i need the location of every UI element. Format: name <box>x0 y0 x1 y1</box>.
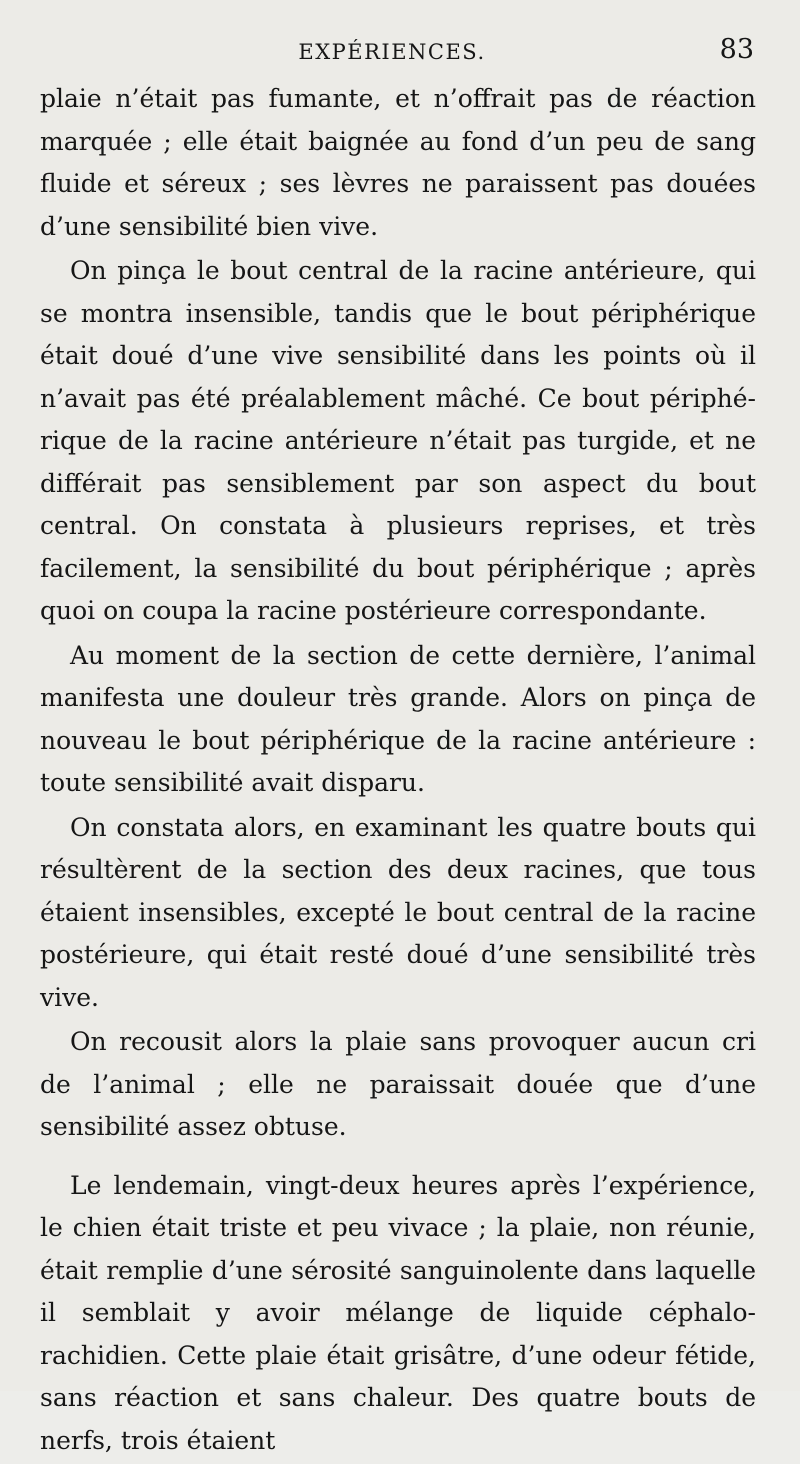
paragraph: Au moment de la section de cette dernière, l’animal manifesta une douleur très grande. Alors on pinça de nouveau le bout périphérique de la racine antérieure : toute sensibilité avait disparu. <box>40 640 756 797</box>
paragraph: On recousit alors la plaie sans provoquer aucun cri de l’animal ; elle ne paraissait douée que d’une sensibilité assez obtuse. <box>40 1027 756 1141</box>
paragraph: On pinça le bout central de la racine antérieure, qui se montra insensible, tandis que le bout périphérique était doué d’une vive sensibilité dans les points où il n’avait pas été préalablement mâché. Ce bout périphérique de la racine antérieure n’était pas turgide, et ne différait pas sensiblement par son aspect du bout central. On constata à plusieurs reprises, et très facilement, la sensibilité du bout périphérique ; après quoi on coupa la racine postérieure correspondante. <box>40 256 756 625</box>
page-number: 83 <box>719 34 754 65</box>
paragraph: Le lendemain, vingt-deux heures après l’expérience, le chien était triste et peu vivace ; la plaie, non réunie, était remplie d’une sérosité sanguinolente dans laquelle il semblait y avoir mélange de liquide céphalo-rachidien. Cette plaie était grisâtre, d’une odeur fétide, sans réaction et sans chaleur. Des quatre bouts de nerfs, trois étaient <box>40 1170 756 1455</box>
running-header: EXPÉRIENCES. <box>298 40 486 64</box>
body-text <box>40 78 756 1464</box>
paragraph: plaie n’était pas fumante, et n’offrait pas de réaction marquée ; elle était baignée au fond d’un peu de sang fluide et séreux ; ses lèvres ne paraissent pas douées d’une sensibilité bien vive. <box>40 84 756 241</box>
paragraph: On constata alors, en examinant les quatre bouts qui résultèrent de la section des deux racines, que tous étaient insensibles, excepté le bout central de la racine postérieure, qui était resté doué d’une sensibilité très vive. <box>40 812 756 1012</box>
